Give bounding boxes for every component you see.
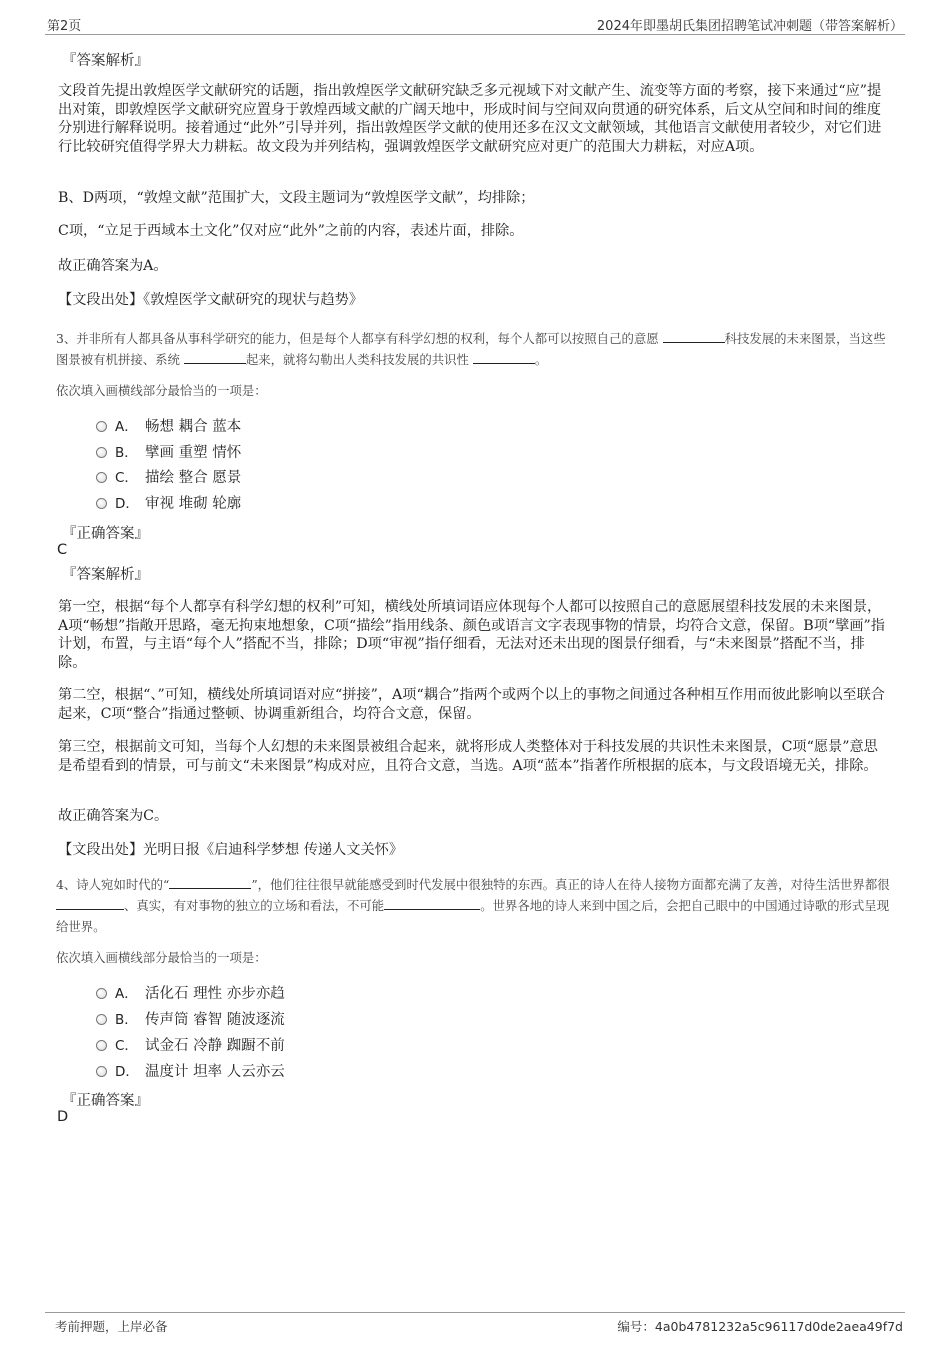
fill-blank bbox=[169, 876, 251, 889]
radio-button-icon[interactable] bbox=[96, 1014, 107, 1025]
document-title: 2024年即墨胡氏集团招聘笔试冲刺题（带答案解析） bbox=[596, 19, 903, 34]
analysis-paragraph: 第三空，根据前文可知，当每个人幻想的未来图景被组合起来，就将形成人类整体对于科技发展的共识性未来图景，C项“愿景”意思是希望看到的情景，可与前文“未来图景”构成对应，且符合文意，当选。A项“蓝本”指著作所根据的底本，与文段语境无关，排除。 bbox=[58, 739, 878, 774]
analysis-paragraph: 第一空，根据“每个人都享有科学幻想的权利”可知，横线处所填词语应体现每个人都可以按照自己的意愿展望科技发展的未来图景，A项“畅想”指敞开思路，毫无拘束地想象，C项“描绘”指用线条、颜色或语言文字表现事物的情景，均符合文意，保留。B项“擘画”指计划，布置，与主语“每个人”搭配不当，排除；D项“审视”指仔细看，无法对还未出现的图景仔细看，与“未来图景”搭配不当，排除。 bbox=[58, 599, 885, 671]
correct-answer: C bbox=[57, 542, 68, 558]
question-prompt: 依次填入画横线部分最恰当的一项是： bbox=[56, 950, 267, 965]
analysis-paragraph: 第二空，根据“、”可知，横线处所填词语对应“拼接”，A项“耦合”指两个或两个以上的事物之间通过各种相互作用而彼此影响以至联合起来，C项“整合”指通过整顿、协调重新组合，均符合文意，保留。 bbox=[58, 687, 885, 722]
analysis-paragraph: 文段首先提出敦煌医学文献研究的话题，指出敦煌医学文献研究缺乏多元视域下对文献产生、流变等方面的考察，接下来通过“应”提出对策，即敦煌医学文献研究应置身于敦煌西域文献的广阔天地中，形成时间与空间双向贯通的研究体系，后文从空间和时间的维度分别进行解释说明。接着通过“此外”引导并列，指出敦煌医学文献的使用还多在汉文文献领域，其他语言文献使用者较少，对它们进行比较研究值得学界大力耕耘。故文段为并列结构，强调敦煌医学文献研究应对更广的范围大力耕耘，对应A项。 bbox=[58, 83, 882, 155]
correct-answer: D bbox=[57, 1109, 69, 1125]
fill-blank bbox=[663, 330, 725, 343]
analysis-conclusion: 故正确答案为A。 bbox=[58, 258, 168, 274]
fill-blank bbox=[473, 351, 535, 364]
radio-button-icon[interactable] bbox=[96, 1040, 107, 1051]
source-citation: 【文段出处】《敦煌医学文献研究的现状与趋势》 bbox=[58, 292, 364, 308]
radio-button-icon[interactable] bbox=[96, 447, 107, 458]
document-id: 编号：4a0b4781232a5c96117d0de2aea49f7d bbox=[617, 1319, 903, 1334]
analysis-paragraph: B、D两项，“敦煌文献”范围扩大，文段主题词为“敦煌医学文献”，均排除； bbox=[58, 190, 535, 206]
radio-button-icon[interactable] bbox=[96, 421, 107, 432]
question-stem: 3、并非所有人都具备从事科学研究的能力，但是每个人都享有科学幻想的权利，每个人都可以按照自己的意愿 科技发展的未来图景，当这些图景被有机拼接、系统 起来，就将勾勒出人类科技发展的共识性 。 bbox=[56, 331, 886, 367]
radio-button-icon[interactable] bbox=[96, 472, 107, 483]
option-b[interactable]: B． 擘画 重塑 情怀 bbox=[96, 443, 241, 463]
analysis-heading: 『答案解析』 bbox=[62, 567, 149, 583]
answer-heading: 『正确答案』 bbox=[62, 526, 149, 542]
analysis-paragraph: C项，“立足于西域本土文化”仅对应“此外”之前的内容，表述片面，排除。 bbox=[58, 223, 524, 239]
page-footer bbox=[45, 1312, 905, 1333]
radio-button-icon[interactable] bbox=[96, 1066, 107, 1077]
page-number: 第2页 bbox=[47, 19, 82, 34]
analysis-heading: 『答案解析』 bbox=[62, 53, 149, 69]
option-a[interactable]: A． 畅想 耦合 蓝本 bbox=[96, 417, 241, 437]
option-a[interactable]: A． 活化石 理性 亦步亦趋 bbox=[96, 984, 285, 1004]
option-d[interactable]: D． 审视 堆砌 轮廓 bbox=[96, 494, 241, 514]
fill-blank bbox=[184, 351, 246, 364]
fill-blank bbox=[384, 897, 480, 910]
option-b[interactable]: B． 传声筒 睿智 随波逐流 bbox=[96, 1010, 285, 1030]
option-d[interactable]: D． 温度计 坦率 人云亦云 bbox=[96, 1062, 285, 1082]
option-c[interactable]: C． 试金石 冷静 踟蹰不前 bbox=[96, 1036, 285, 1056]
page-header bbox=[45, 14, 905, 35]
question-prompt: 依次填入画横线部分最恰当的一项是： bbox=[56, 383, 267, 398]
radio-button-icon[interactable] bbox=[96, 498, 107, 509]
footer-slogan: 考前押题，上岸必备 bbox=[55, 1319, 168, 1334]
analysis-conclusion: 故正确答案为C。 bbox=[58, 808, 169, 824]
radio-button-icon[interactable] bbox=[96, 988, 107, 999]
answer-heading: 『正确答案』 bbox=[62, 1093, 149, 1109]
fill-blank bbox=[56, 897, 124, 910]
option-c[interactable]: C． 描绘 整合 愿景 bbox=[96, 468, 241, 488]
source-citation: 【文段出处】光明日报《启迪科学梦想 传递人文关怀》 bbox=[58, 842, 404, 858]
question-stem: 4、诗人宛如时代的“ ”，他们往往很早就能感受到时代发展中很独特的东西。真正的诗人在待人接物方面都充满了友善，对待生活世界都很、真实，有对事物的独立的立场和看法，不可能 。世界各地的诗人来到中国之后，会把自己眼中的中国通过诗歌的形式呈现给世界。 bbox=[56, 877, 890, 934]
